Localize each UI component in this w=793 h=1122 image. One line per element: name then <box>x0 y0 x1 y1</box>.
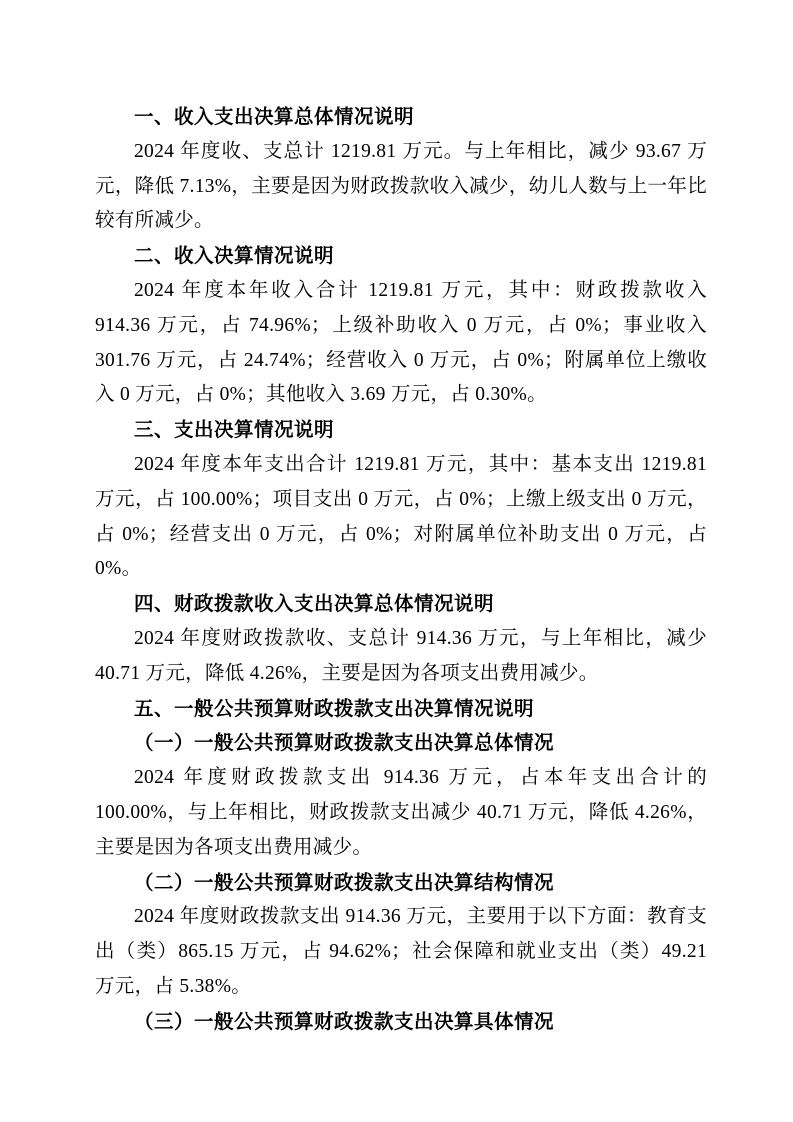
heading-fiscal-appropriation-overview: 四、财政拨款收入支出决算总体情况说明 <box>134 593 495 616</box>
paragraph-income-final-accounts: 2024 年度本年收入合计 1219.81 万元，其中：财政拨款收入 914.36 万元，占 74.96%；上级补助收入 0 万元，占 0%；事业收入 301.76 万元，占 24.74%；经营收入 0 万元，占 0%；附属单位上缴收入 0 万元，占 0%；其他收入 3.69 万元，占 0.30%。 <box>95 279 707 406</box>
subheading-public-budget-specific: （三）一般公共预算财政拨款支出决算具体情况 <box>134 1010 555 1033</box>
subheading-public-budget-structure: （二）一般公共预算财政拨款支出决算结构情况 <box>134 871 555 894</box>
paragraph-public-budget-overall: 2024 年度财政拨款支出 914.36 万元，占本年支出合计的 100.00%，与上年相比，财政拨款支出减少 40.71 万元，降低 4.26%，主要是因为各项支出费用减少。 <box>95 767 707 858</box>
paragraph-income-expense-overview: 2024 年度收、支总计 1219.81 万元。与上年相比，减少 93.67 万元，降低 7.13%，主要是因为财政拨款收入减少，幼儿人数与上一年比较有所减少。 <box>95 140 707 232</box>
heading-income-final-accounts: 二、收入决算情况说明 <box>134 245 335 268</box>
heading-public-budget-expense: 五、一般公共预算财政拨款支出决算情况说明 <box>134 697 535 720</box>
paragraph-fiscal-appropriation-overview: 2024 年度财政拨款收、支总计 914.36 万元，与上年相比，减少 40.71 万元，降低 4.26%，主要是因为各项支出费用减少。 <box>95 627 707 684</box>
paragraph-expense-final-accounts: 2024 年度本年支出合计 1219.81 万元，其中：基本支出 1219.81 万元，占 100.00%；项目支出 0 万元，占 0%；上缴上级支出 0 万元，占 0%；经营支出 0 万元，占 0%；对附属单位补助支出 0 万元，占 0%。 <box>95 453 707 580</box>
heading-income-expense-overview: 一、收入支出决算总体情况说明 <box>134 106 415 128</box>
paragraph-public-budget-structure: 2024 年度财政拨款支出 914.36 万元，主要用于以下方面：教育支出（类）865.15 万元，占 94.62%；社会保障和就业支出（类）49.21 万元，占 5.38%。 <box>95 906 707 997</box>
document-content <box>95 100 707 1040</box>
subheading-public-budget-overall: （一）一般公共预算财政拨款支出决算总体情况 <box>134 732 555 755</box>
heading-expense-final-accounts: 三、支出决算情况说明 <box>134 419 335 442</box>
